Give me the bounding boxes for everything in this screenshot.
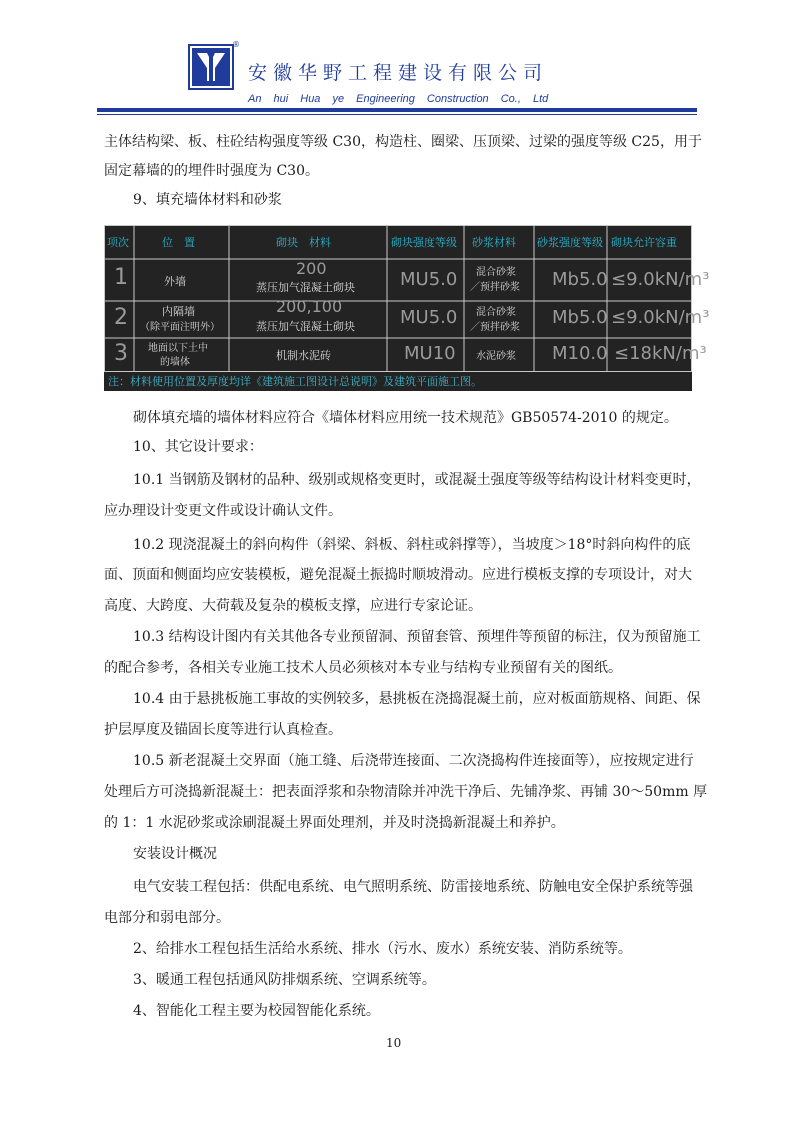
section-heading: 安装设计概况 xyxy=(133,846,217,862)
row-mortar: 水泥砂浆 xyxy=(476,351,516,362)
paragraph-line: 2、给排水工程包括生活给水系统、排水（污水、废水）系统安装、消防系统等。 xyxy=(133,941,632,957)
row-strength: MU5.0 xyxy=(400,269,458,290)
col-header-mortar: 砂浆材料 xyxy=(472,236,516,249)
paragraph-line: 电气安装工程包括：供配电系统、电气照明系统、防雷接地系统、防触电安全保护系统等强 xyxy=(133,879,693,895)
row-position: （除平面注明外） xyxy=(140,322,220,333)
row-mortar: ／预拌砂浆 xyxy=(470,322,520,333)
paragraph-line: 主体结构梁、板、柱砼结构强度等级 C30，构造柱、圈梁、压顶梁、过梁的强度等级 C25，用于 xyxy=(104,134,702,150)
row-mortar: 混合砂浆 xyxy=(476,307,516,318)
row-no: 2 xyxy=(114,305,128,330)
company-name-cn: 安徽华野工程建设有限公司 xyxy=(248,62,549,84)
row-mortar: 混合砂浆 xyxy=(476,267,516,278)
row-mortar: ／预拌砂浆 xyxy=(470,282,520,293)
row-mortar-grade: Mb5.0 xyxy=(552,307,608,328)
row-mortar-grade: M10.0 xyxy=(552,343,608,364)
page-number: 10 xyxy=(386,1036,402,1050)
paragraph-line: 的 1：1 水泥砂浆或涂刷混凝土界面处理剂，并及时浇捣新混凝土和养护。 xyxy=(104,815,565,831)
letterhead xyxy=(0,0,793,120)
row-material-size: 200,100 xyxy=(276,297,343,316)
row-material: 机制水泥砖 xyxy=(276,349,331,362)
row-no: 3 xyxy=(114,341,128,366)
company-name-en: An hui Hua ye Engineering Construction Co., Ltd xyxy=(248,93,549,105)
paragraph-line: 电部分和弱电部分。 xyxy=(104,910,230,926)
row-no: 1 xyxy=(114,265,128,290)
section-heading: 9、填充墙体材料和砂浆 xyxy=(133,192,282,208)
paragraph-line: 面、顶面和侧面均应安装模板，避免混凝土振捣时顺坡滑动。应进行模板支撑的专项设计，对大 xyxy=(104,567,692,583)
paragraph-line: 4、智能化工程主要为校园智能化系统。 xyxy=(133,1003,380,1019)
paragraph-line: 高度、大跨度、大荷载及复杂的模板支撑，应进行专家论证。 xyxy=(104,598,482,614)
col-header-block-strength: 砌块强度等级 xyxy=(391,236,457,249)
row-position: 的墙体 xyxy=(160,357,190,368)
row-position: 外墙 xyxy=(164,275,186,288)
col-header-position: 位 置 xyxy=(162,236,195,249)
col-header-no: 项次 xyxy=(107,236,129,249)
paragraph-line: 10.2 现浇混凝土的斜向构件（斜梁、斜板、斜柱或斜撑等），当坡度＞18°时斜向构件的底 xyxy=(133,537,691,553)
row-position: 地面以下土中 xyxy=(148,343,208,354)
paragraph-line: 护层厚度及锚固长度等进行认真检查。 xyxy=(104,722,342,738)
hua-ye-logo-icon xyxy=(188,44,234,90)
row-material: 蒸压加气混凝土砌块 xyxy=(256,281,355,294)
section-heading: 10、其它设计要求： xyxy=(133,439,263,455)
paragraph-line: 10.1 当钢筋及钢材的品种、级别或规格变更时，或混凝土强度等级等结构设计材料变更时， xyxy=(133,472,701,488)
paragraph-line: 的配合参考，各相关专业施工技术人员必须核对本专业与结构专业预留有关的图纸。 xyxy=(104,660,622,676)
paragraph-line: 10.3 结构设计图内有关其他各专业预留洞、预留套管、预埋件等预留的标注，仅为预留施工 xyxy=(133,629,701,645)
paragraph-line: 10.4 由于悬挑板施工事故的实例较多，悬挑板在浇捣混凝土前，应对板面筋规格、间距、保 xyxy=(133,691,701,707)
row-density: ≤9.0kN/m³ xyxy=(611,269,710,290)
row-strength: MU10 xyxy=(404,343,456,364)
registered-mark: ® xyxy=(232,40,240,49)
row-strength: MU5.0 xyxy=(400,307,458,328)
col-header-mortar-grade: 砂浆强度等级 xyxy=(537,236,603,249)
paragraph-line: 固定幕墙的的埋件时强度为 C30。 xyxy=(104,163,319,179)
paragraph-line: 砌体填充墙的墙体材料应符合《墙体材料应用统一技术规范》GB50574-2010 的规定。 xyxy=(133,410,678,426)
header-rule-thin xyxy=(97,114,697,115)
row-mortar-grade: Mb5.0 xyxy=(552,269,608,290)
row-material: 蒸压加气混凝土砌块 xyxy=(256,320,355,333)
col-header-density: 砌块允许容重 xyxy=(611,236,677,249)
paragraph-line: 3、暖通工程包括通风防排烟系统、空调系统等。 xyxy=(133,972,436,988)
paragraph-line: 应办理设计变更文件或设计确认文件。 xyxy=(104,503,342,519)
table-note: 注：材料使用位置及厚度均详《建筑施工图设计总说明》及建筑平面施工图。 xyxy=(108,375,482,388)
paragraph-line: 处理后方可浇捣新混凝土：把表面浮浆和杂物清除并冲洗干净后、先铺净浆、再铺 30～50mm 厚 xyxy=(104,784,708,800)
row-material-size: 200 xyxy=(296,259,327,278)
row-density: ≤18kN/m³ xyxy=(614,343,707,364)
header-rule-thick xyxy=(97,108,697,112)
row-density: ≤9.0kN/m³ xyxy=(611,307,710,328)
row-position: 内隔墙 xyxy=(162,305,195,318)
col-header-material: 砌块 材料 xyxy=(276,236,331,249)
paragraph-line: 10.5 新老混凝土交界面（施工缝、后浇带连接面、二次浇捣构件连接面等），应按规定进行 xyxy=(133,753,694,769)
infill-wall-material-table xyxy=(104,225,710,391)
